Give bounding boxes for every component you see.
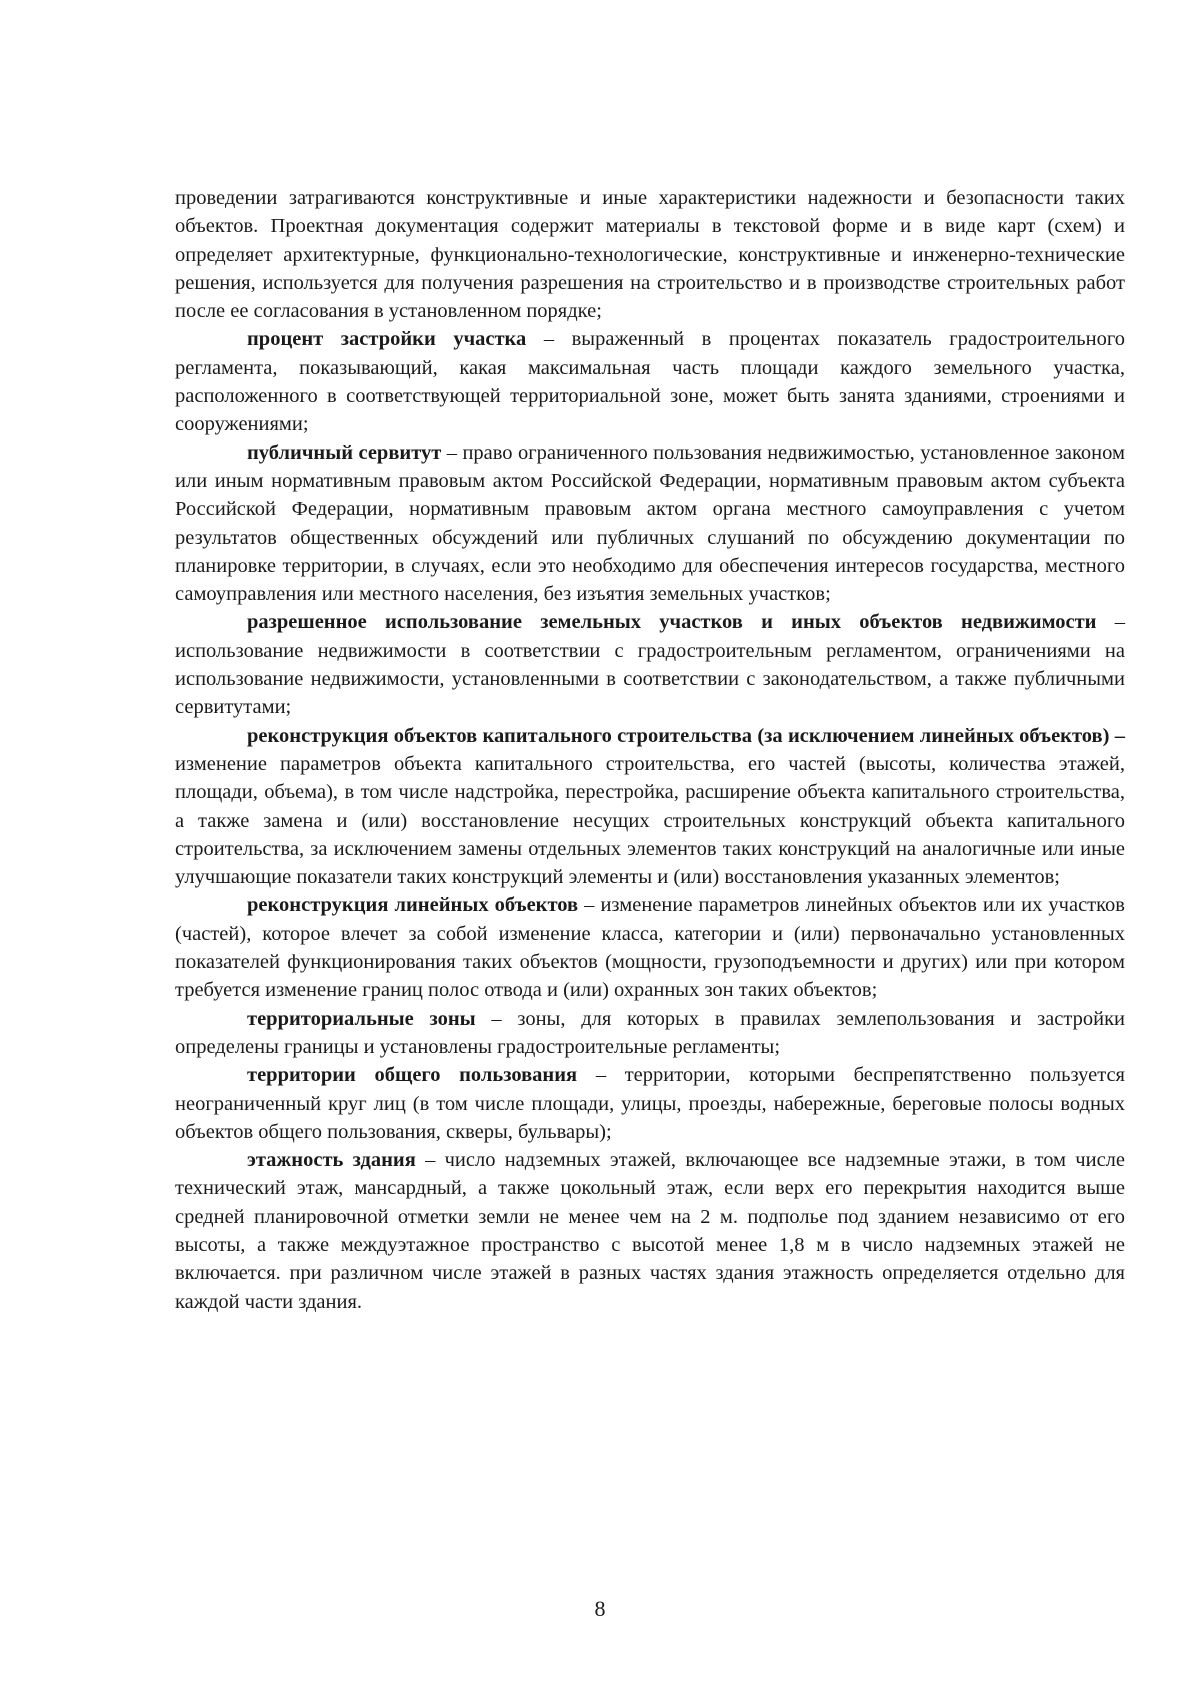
definition-term: реконструкция объектов капитального строительства (за исключением линейных объектов) –: [247, 724, 1125, 747]
definition-term: публичный сервитут: [247, 441, 442, 464]
definition-text: – изменение параметров линейных объектов или их участков (частей), которое влечет за собой изменение класса, категории и (или) первоначально установленных показателей функционирования таких объектов (мощности, грузоподъемности и других) или при котором требуется изменение границ полос отвода и (или) охранных зон таких объектов;: [175, 894, 1125, 1002]
definition-paragraph: [175, 325, 1125, 438]
definition-term: реконструкция линейных объектов: [247, 894, 579, 917]
definition-text: – число надземных этажей, включающее все надземные этажи, в том числе технический этаж, мансардный, а также цокольный этаж, если верх его перекрытия находится выше средней планировочной отметки земли не менее чем на 2 м. подполье под зданием независимо от его высоты, а также междуэтажное пространство с высотой менее 1,8 м в число надземных этажей не включается. при различном числе этажей в разных частях здания этажность определяется отдельно для каждой части здания.: [175, 1149, 1125, 1313]
page-number: 8: [594, 1596, 606, 1621]
definition-term: территории общего пользования: [247, 1064, 578, 1087]
definition-paragraph: [175, 891, 1125, 1004]
definition-paragraph: [175, 1061, 1125, 1146]
document-body: [175, 184, 1125, 1316]
definition-text: – использование недвижимости в соответствии с градостроительным регламентом, ограничениями на использование недвижимости, установленными в соответствии с законодательством, а также публичными сервитутами;: [175, 611, 1125, 719]
definition-term: разрешенное использование земельных участков и иных объектов недвижимости: [247, 611, 1097, 634]
definition-term: территориальные зоны: [247, 1007, 476, 1030]
definition-paragraph: [175, 722, 1125, 892]
definition-paragraph: [175, 1146, 1125, 1316]
definition-text: – территории, которыми беспрепятственно пользуется неограниченный круг лиц (в том числе площади, улицы, проезды, набережные, береговые полосы водных объектов общего пользования, скверы, бульвары);: [175, 1064, 1125, 1143]
definition-paragraph: [175, 1005, 1125, 1062]
definition-paragraph: [175, 608, 1125, 721]
definition-text: изменение параметров объекта капитального строительства, его частей (высоты, количества этажей, площади, объема), в том числе надстройка, перестройка, расширение объекта капитального строительства, а также замена и (или) восстановление несущих строительных конструкций объекта капитального строительства, за исключением замены отдельных элементов таких конструкций на аналогичные или иные улучшающие показатели таких конструкций элементы и (или) восстановления указанных элементов;: [175, 752, 1125, 889]
definition-text: – право ограниченного пользования недвижимостью, установленное законом или иным нормативным правовым актом Российской Федерации, нормативным правовым актом субъекта Российской Федерации, нормативным правовым актом органа местного самоуправления с учетом результатов общественных обсуждений или публичных слушаний по обсуждению документации по планировке территории, в случаях, если это необходимо для обеспечения интересов государства, местного самоуправления или местного населения, без изъятия земельных участков;: [175, 441, 1125, 606]
definition-term: этажность здания: [247, 1149, 416, 1172]
definition-paragraph: [175, 439, 1125, 609]
intro-paragraph: проведении затрагиваются конструктивные и иные характеристики надежности и безопасности таких объектов. Проектная документация содержит материалы в текстовой форме и в виде карт (схем) и определяет архитектурные, функционально-технологические, конструктивные и инженерно-технические решения, используется для получения разрешения на строительство и в производстве строительных работ после ее согласования в установленном порядке;: [175, 187, 1125, 323]
definition-term: процент застройки участка: [247, 328, 527, 351]
definition-text: – выраженный в процентах показатель градостроительного регламента, показывающий, какая максимальная часть площади каждого земельного участка, расположенного в соответствующей территориальной зоне, может быть занята зданиями, строениями и сооружениями;: [175, 328, 1126, 436]
definition-text: – зоны, для которых в правилах землепользования и застройки определены границы и установлены градостроительные регламенты;: [175, 1007, 1125, 1058]
